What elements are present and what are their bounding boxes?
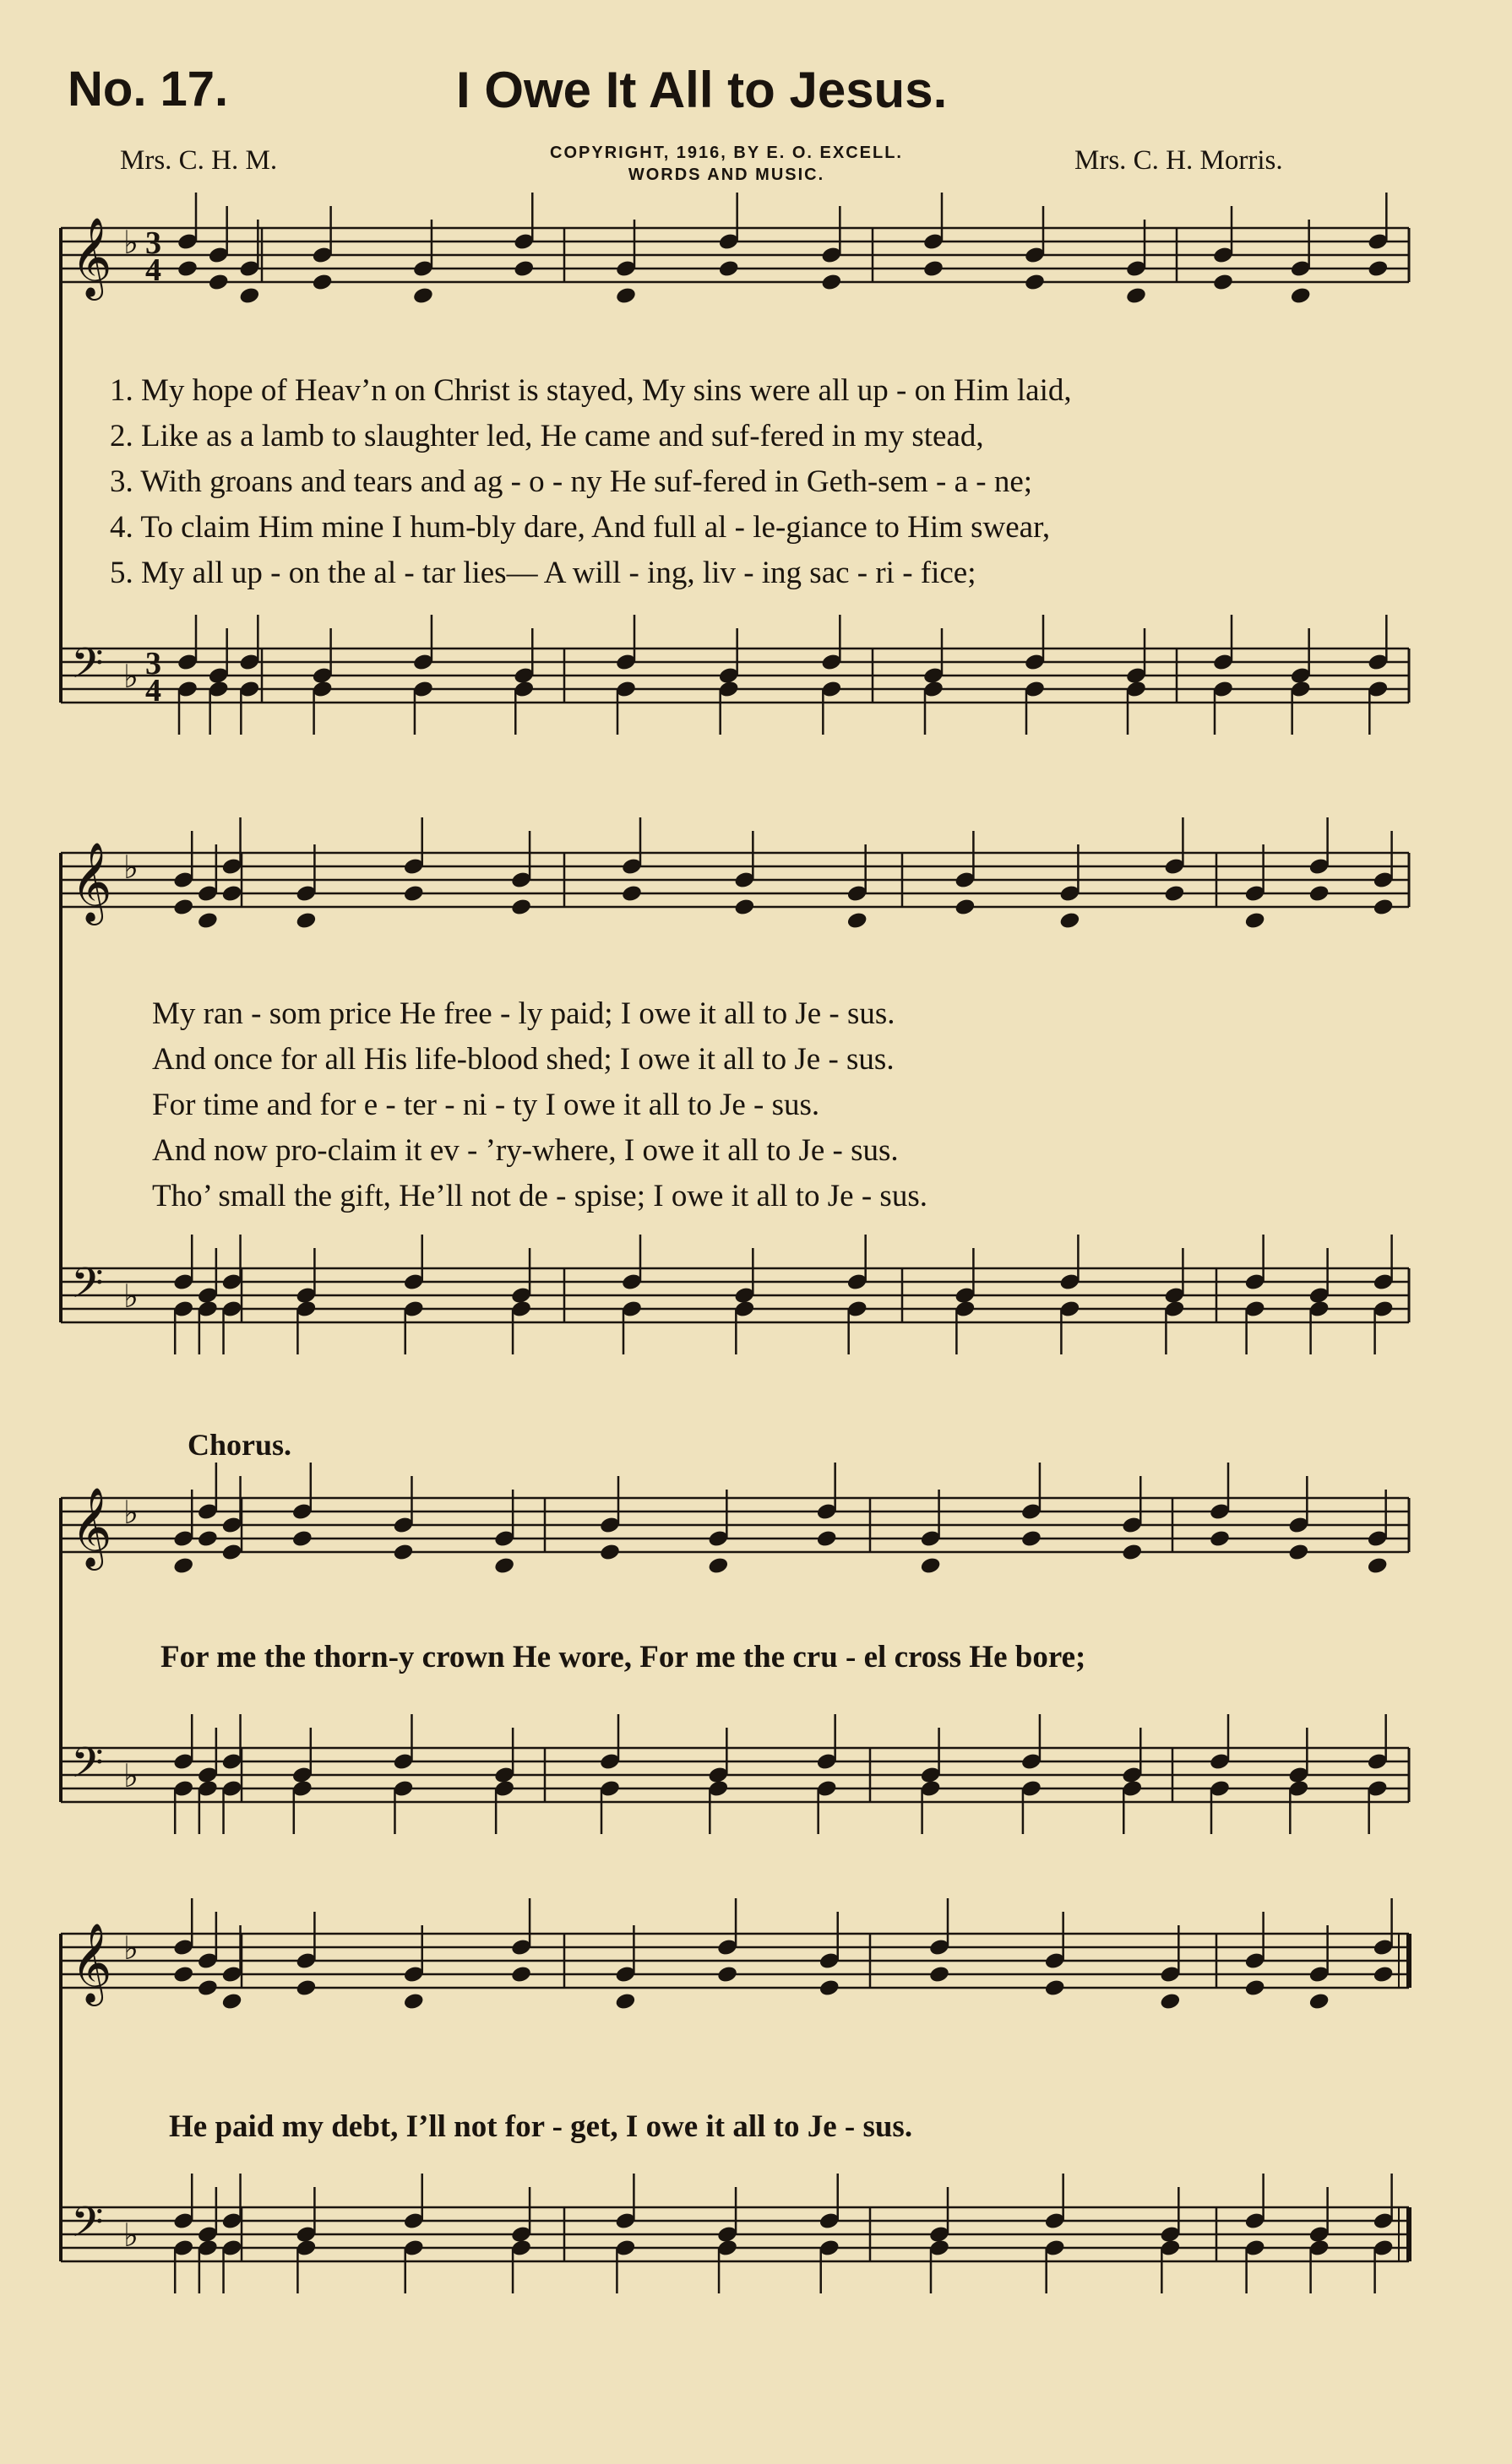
note-head (295, 911, 317, 931)
note-head (238, 286, 260, 306)
note-head (510, 898, 532, 917)
note-head (954, 898, 976, 917)
note-head (614, 1992, 636, 2011)
note-head (621, 884, 643, 904)
note-head (1367, 259, 1389, 279)
flat-sign: ♭ (123, 2217, 139, 2254)
verse-2-line1: 2. Like as a lamb to slaughter led, He came and suf-fered in my stead, (110, 419, 984, 453)
chorus-lyrics-line2: He paid my debt, I’ll not for - get, I owe it all to Je - sus. (169, 2109, 913, 2144)
note-head (1373, 1965, 1395, 1984)
verse-3-line2: For time and for e - ter - ni - ty I owe it all to Je - sus. (152, 1088, 820, 1122)
verse-5-line2: Tho’ small the gift, He’ll not de - spise; I owe it all to Je - sus. (152, 1179, 927, 1213)
note-head (1367, 1556, 1389, 1576)
note-head (1212, 273, 1234, 292)
note-head (197, 1978, 219, 1998)
flat-sign: ♭ (123, 1494, 139, 1531)
treble-clef: 𝄞 (71, 1487, 112, 1567)
verse-4-line1: 4. To claim Him mine I hum-bly dare, And full al - le-giance to Him swear, (110, 510, 1051, 545)
note-head (1125, 286, 1147, 306)
note-head (510, 1965, 532, 1984)
verse-2-line2: And once for all His life-blood shed; I owe it all to Je - sus. (152, 1042, 895, 1077)
verse-5-line1: 5. My all up - on the al - tar lies— A will - ing, liv - ing sac - ri - fice; (110, 556, 976, 590)
flat-sign: ♭ (123, 1278, 139, 1315)
note-head (1290, 286, 1312, 306)
note-head (493, 1556, 515, 1576)
verse-1-line1: 1. My hope of Heav’n on Christ is stayed, My sins were all up - on Him laid, (110, 373, 1072, 408)
copyright-line: COPYRIGHT, 1916, BY E. O. EXCELL. (550, 144, 903, 162)
note-head (819, 1978, 840, 1998)
note-head (403, 1992, 425, 2011)
time-signature-digit: 3 (145, 646, 161, 681)
verse-lyrics-line1 (110, 368, 1072, 596)
words-credit: Mrs. C. H. M. (120, 145, 278, 176)
note-head (172, 1965, 194, 1984)
note-head (291, 1529, 313, 1549)
note-head (1244, 911, 1266, 931)
note-head (197, 1529, 219, 1549)
note-head (820, 273, 842, 292)
hymn-title: I Owe It All to Jesus. (456, 62, 948, 118)
verse-lyrics-line2 (152, 991, 927, 1219)
note-head (1024, 273, 1046, 292)
verse-3-line1: 3. With groans and tears and ag - o - ny He suf-fered in Geth-sem - a - ne; (110, 464, 1033, 499)
flat-sign: ♭ (123, 224, 139, 261)
note-head (922, 259, 944, 279)
note-head (1159, 1992, 1181, 2011)
note-head (920, 1556, 942, 1576)
note-head (718, 259, 740, 279)
time-signature-digit: 3 (145, 225, 161, 261)
treble-clef: 𝄞 (71, 217, 112, 297)
note-head (1121, 1543, 1143, 1562)
note-head (615, 286, 637, 306)
note-head (1044, 1978, 1066, 1998)
note-head (172, 1556, 194, 1576)
music-credit: Mrs. C. H. Morris. (1074, 145, 1283, 176)
note-head (816, 1529, 838, 1549)
note-head (1373, 898, 1395, 917)
note-head (403, 884, 425, 904)
note-head (1209, 1529, 1231, 1549)
note-head (513, 259, 535, 279)
note-head (599, 1543, 621, 1562)
note-head (1287, 1543, 1309, 1562)
note-head (295, 1978, 317, 1998)
treble-clef: 𝄞 (71, 1923, 112, 2003)
time-signature-digit: 4 (145, 673, 161, 708)
note-head (412, 286, 434, 306)
note-head (172, 898, 194, 917)
verse-4-line2: And now pro-claim it ev - ’ry-where, I owe it all to Je - sus. (152, 1133, 899, 1168)
words-and-music-line: WORDS AND MUSIC. (628, 166, 825, 184)
note-head (220, 1992, 242, 2011)
note-head (312, 273, 334, 292)
bass-clef: 𝄢 (71, 2198, 104, 2257)
note-head (1308, 1992, 1330, 2011)
note-head (392, 1543, 414, 1562)
note-head (733, 898, 755, 917)
time-signature-digit: 4 (145, 252, 161, 288)
note-head (1058, 911, 1080, 931)
flat-sign: ♭ (123, 1757, 139, 1794)
treble-clef: 𝄞 (71, 842, 112, 922)
note-head (208, 273, 230, 292)
flat-sign: ♭ (123, 658, 139, 695)
note-head (1308, 884, 1330, 904)
note-head (197, 911, 219, 931)
hymn-number: No. 17. (68, 62, 229, 117)
note-head (707, 1556, 729, 1576)
note-head (220, 884, 242, 904)
note-head (846, 911, 868, 931)
note-head (1163, 884, 1185, 904)
note-head (177, 259, 199, 279)
bass-clef: 𝄢 (71, 639, 104, 698)
flat-sign: ♭ (123, 1929, 139, 1967)
bass-clef: 𝄢 (71, 1259, 104, 1318)
flat-sign: ♭ (123, 849, 139, 886)
verse-1-line2: My ran - som price He free - ly paid; I owe it all to Je - sus. (152, 996, 895, 1031)
note-head (1020, 1529, 1042, 1549)
note-head (220, 1543, 242, 1562)
chorus-label: Chorus. (188, 1428, 292, 1462)
note-head (716, 1965, 738, 1984)
note-head (1244, 1978, 1266, 1998)
bass-clef: 𝄢 (71, 1739, 104, 1798)
chorus-lyrics-line1: For me the thorn-y crown He wore, For me the cru - el cross He bore; (160, 1640, 1086, 1674)
note-head (928, 1965, 950, 1984)
